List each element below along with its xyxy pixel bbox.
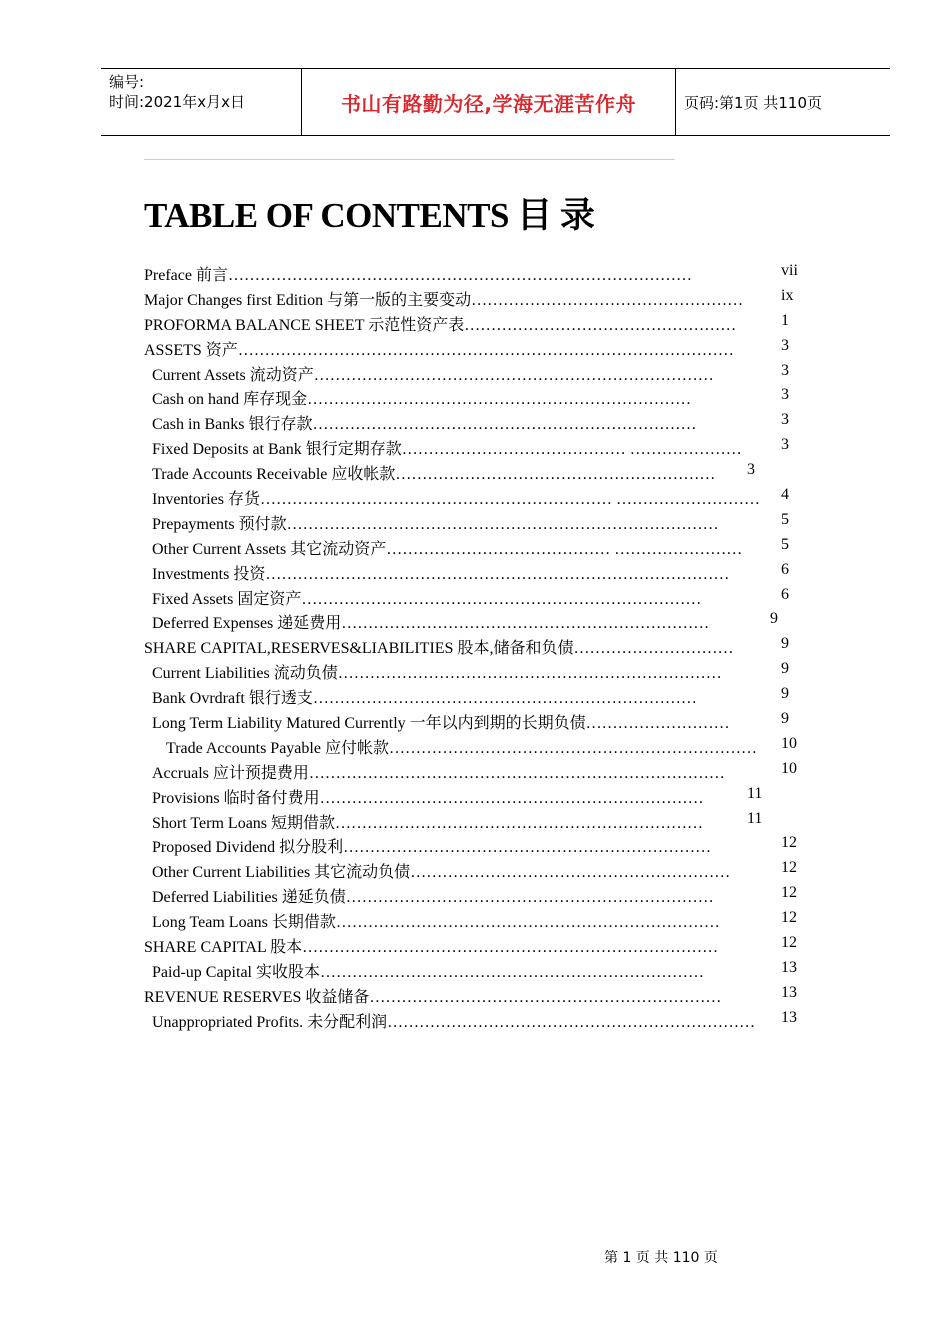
toc-page-number: 3 [781,336,789,354]
toc-page-number: 1 [781,311,789,329]
toc-entry[interactable] [0,457,950,482]
toc-entry-label: Trade Accounts Receivable 应收帐款 [152,466,396,484]
toc-entry[interactable] [0,980,950,1005]
toc-leader-dots: ……………………………………………………………………… [286,515,719,533]
toc-entry-text [152,760,725,783]
toc-entry-label: REVENUE RESERVES 收益储备 [144,988,370,1006]
toc-title: TABLE OF CONTENTS 目 录 [144,196,595,235]
toc-entry[interactable] [0,880,950,905]
toc-leader-dots: …………………………………………………………… [341,615,710,633]
toc-page-number: 9 [781,685,789,703]
toc-leader-dots: …………………………………………………………… [387,1013,756,1031]
table-of-contents [0,258,950,1030]
toc-page-number: 5 [781,510,789,528]
page-footer: 第 1 页 共 110 页 [604,1250,718,1266]
toc-page-number: 9 [770,610,778,628]
toc-page-number: 12 [781,884,797,902]
toc-entry[interactable] [0,731,950,756]
toc-leader-dots: ………………………………………………………………… [301,590,702,608]
toc-page-number: 9 [781,710,789,728]
toc-entry-text [152,660,722,683]
toc-entry[interactable] [0,582,950,607]
toc-entry-label: Short Term Loans 短期借款 [152,814,336,832]
toc-entry[interactable] [0,507,950,532]
toc-page-number: 13 [781,958,797,976]
toc-entry[interactable] [0,631,950,656]
toc-entry-label: Current Liabilities 流动负债 [152,665,338,683]
toc-page-number: 13 [781,1008,797,1026]
toc-entry-text [152,909,720,932]
toc-page-number: 3 [781,386,789,404]
toc-entry-text [144,262,692,285]
toc-page-number: 11 [747,784,763,802]
toc-entry-text [152,610,709,633]
toc-entry-label: Bank Ovrdraft 银行透支 [152,690,313,708]
toc-entry[interactable] [0,258,950,283]
toc-entry[interactable] [0,358,950,383]
toc-leader-dots: ……………………………………………………………… [312,416,697,434]
toc-entry[interactable] [0,333,950,358]
toc-entry-label: Proposed Dividend 拟分股利 [152,839,344,857]
toc-entry-text [144,984,721,1007]
toc-entry-text [152,461,715,484]
toc-entry-label: Unappropriated Profits. 未分配利润 [152,1013,388,1031]
toc-leader-dots: …………………………………………………………………… [308,764,725,782]
header-page-info: 页码:第1页 共110页 [684,93,822,112]
toc-entry-label: Long Team Loans 长期借款 [152,914,336,932]
toc-leader-dots: ………………………………………………………… [369,988,722,1006]
toc-page-number: 11 [747,809,763,827]
toc-leader-dots: ……………………… [585,715,730,733]
toc-page-number: 10 [781,734,797,752]
toc-entry-text [166,735,757,758]
toc-leader-dots: ……………………………………………………………… [319,789,704,807]
toc-leader-dots: ………………………………………………………………………………… [237,341,734,359]
toc-entry[interactable] [0,930,950,955]
toc-page-number: ix [781,286,794,304]
toc-entry-label: ASSETS 资产 [144,341,238,359]
toc-entry-text [152,536,742,559]
toc-entry-label: Prepayments 预付款 [152,515,287,533]
toc-leader-dots: ………………………… [573,640,734,658]
toc-leader-dots: …………………………………………………… [395,466,716,484]
toc-leader-dots: ……………………………………………………………… [337,665,722,683]
toc-entry-label: Provisions 临时备付费用 [152,789,320,807]
toc-page-number: 5 [781,535,789,553]
toc-entry-label: Other Current Liabilities 其它流动负债 [152,864,411,882]
toc-entry-label: Trade Accounts Payable 应付帐款 [166,739,389,757]
toc-leader-dots: …………………………………………………………… [343,839,712,857]
toc-entry-text [144,934,718,957]
toc-entry[interactable] [0,557,950,582]
toc-entry[interactable] [0,606,950,631]
toc-entry[interactable] [0,855,950,880]
toc-entry-text [144,312,736,335]
toc-leader-dots: ……………………………………………………………… [320,963,704,981]
toc-entry[interactable] [0,955,950,980]
toc-entry[interactable] [0,781,950,806]
toc-entry-label: SHARE CAPITAL,RESERVES&LIABILITIES 股本,储备和负债 [144,640,574,658]
toc-leader-dots: …………………………………………………………… [335,814,704,832]
toc-page-number: 3 [781,436,789,454]
toc-entry-label: Paid-up Capital 实收股本 [152,963,320,981]
toc-entry[interactable] [0,407,950,432]
toc-entry-text [152,834,711,857]
toc-entry-label: Major Changes first Edition 与第一版的主要变动 [144,291,472,309]
toc-entry-text [152,411,696,434]
toc-entry[interactable] [0,830,950,855]
toc-leader-dots: …………………………………… ………………… [401,441,742,459]
toc-entry-label: Inventories 存货 [152,491,260,509]
toc-entry[interactable] [0,482,950,507]
toc-entry[interactable] [0,681,950,706]
toc-leader-dots: ………………………………………………………………… [313,366,714,384]
toc-entry-text [152,1009,755,1032]
document-date-label: 时间:2021年x月x日 [109,93,245,111]
toc-leader-dots: ……………………………………………………………… [335,914,720,932]
toc-entry-text [152,810,703,833]
toc-entry-label: Deferred Liabilities 递延负债 [152,889,346,907]
toc-page-number: 13 [781,983,797,1001]
document-number-label: 编号: [109,73,145,91]
toc-page-number: 12 [781,834,797,852]
toc-entry[interactable] [0,308,950,333]
toc-page-number: vii [781,262,798,279]
toc-page-number: 3 [747,461,755,479]
toc-leader-dots: …………………………………………………………………………… [227,267,692,284]
toc-leader-dots: …………………………………… …………………… [386,540,743,558]
toc-leader-dots: …………………………………………… [464,316,737,334]
toc-page-number: 3 [781,411,789,429]
header-divider-right [675,69,676,135]
toc-entry[interactable] [0,656,950,681]
toc-entry-text [152,685,697,708]
toc-entry[interactable] [0,1005,950,1030]
toc-entry-text [144,635,733,658]
toc-entry-label: PROFORMA BALANCE SHEET 示范性资产表 [144,316,465,334]
toc-entry[interactable] [0,382,950,407]
toc-leader-dots: ………………………………………………………… ……………………… [259,491,760,509]
toc-page-number: 6 [781,585,789,603]
toc-entry-text [152,511,719,534]
toc-entry-label: Deferred Expenses 递延费用 [152,615,342,633]
toc-page-number: 6 [781,560,789,578]
toc-page-number: 4 [781,486,789,504]
toc-entry-text [152,586,701,609]
toc-entry-label: Fixed Assets 固定资产 [152,590,302,608]
toc-leader-dots: …………………………………………… [471,291,744,309]
toc-entry-label: Accruals 应计预提费用 [152,764,309,782]
page-header [101,68,890,136]
toc-entry-text [152,785,704,808]
toc-page-number: 12 [781,909,797,927]
toc-entry[interactable] [0,905,950,930]
toc-leader-dots: …………………………………………………………… [388,739,757,757]
toc-entry-label: Cash on hand 库存现金 [152,391,308,409]
toc-entry-label: Current Assets 流动资产 [152,366,314,384]
toc-entry-text [152,561,729,584]
toc-page-number: 12 [781,859,797,877]
toc-entry-label: Fixed Deposits at Bank 银行定期存款 [152,441,402,459]
toc-entry-text [152,386,691,409]
toc-page-number: 3 [781,361,789,379]
toc-entry-label: SHARE CAPITAL 股本 [144,939,303,957]
toc-leader-dots: ……………………………………………………………… [307,391,692,409]
toc-entry[interactable] [0,706,950,731]
toc-entry-text [152,362,714,385]
toc-page-number: 12 [781,934,797,952]
toc-leader-dots: …………………………………………………………………… [302,939,719,957]
toc-entry-text [152,959,704,982]
top-rule [144,159,675,160]
toc-entry-label: Cash in Banks 银行存款 [152,416,313,434]
toc-entry[interactable] [0,283,950,308]
toc-entry-text [144,337,734,360]
toc-leader-dots: ……………………………………………………………… [312,690,697,708]
toc-entry-text [152,486,760,509]
toc-entry[interactable] [0,756,950,781]
toc-entry[interactable] [0,432,950,457]
toc-entry-text [152,436,742,459]
toc-page-number: 10 [781,759,797,777]
toc-entry-text [144,287,743,310]
toc-leader-dots: …………………………………………………… [410,864,731,882]
header-motto: 书山有路勤为径,学海无涯苦作舟 [340,91,637,116]
toc-entry[interactable] [0,806,950,831]
toc-entry-label: Preface 前言 [144,267,228,284]
toc-entry-text [152,884,714,907]
toc-page-number: 9 [781,635,789,653]
toc-entry-label: Other Current Assets 其它流动资产 [152,540,387,558]
toc-leader-dots: …………………………………………………………………………… [265,565,730,583]
header-meta [109,72,299,112]
toc-entry-label: Long Term Liability Matured Currently 一年以内到期的长期负债 [152,715,586,733]
toc-entry-text [152,859,730,882]
toc-leader-dots: …………………………………………………………… [345,889,714,907]
toc-entry[interactable] [0,532,950,557]
toc-entry-label: Investments 投资 [152,565,266,583]
toc-entry-text [152,710,730,733]
toc-page-number: 9 [781,660,789,678]
